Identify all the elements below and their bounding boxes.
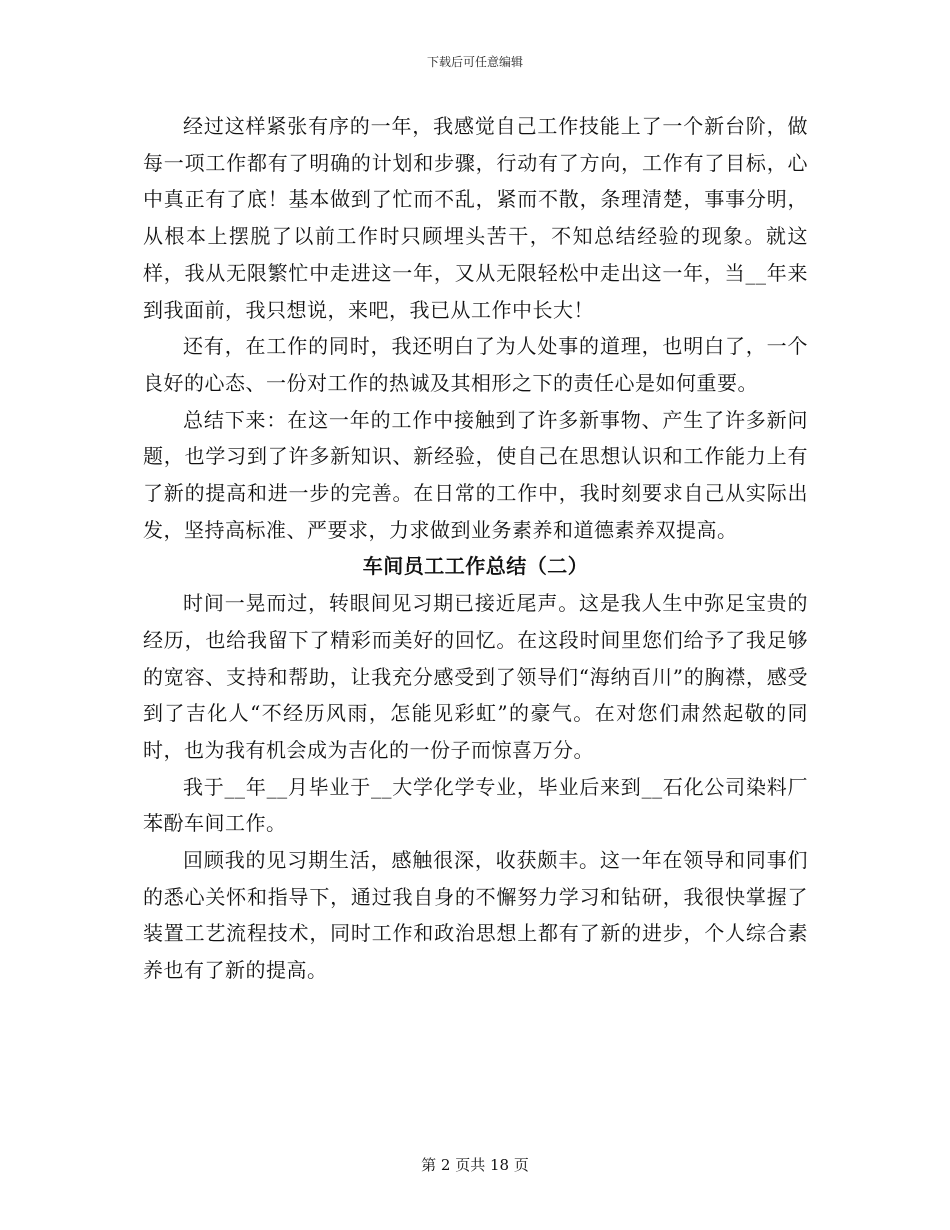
paragraph: 经过这样紧张有序的一年，我感觉自己工作技能上了一个新台阶，做每一项工作都有了明确的计划和步骤，行动有了方向，工作有了目标，心中真正有了底！基本做到了忙而不乱，紧而不散，条理清楚，事事分明，从根本上摆脱了以前工作时只顾埋头苦干，不知总结经验的现象。就这样，我从无限繁忙中走进这一年，又从无限轻松中走出这一年，当__年来到我面前，我只想说，来吧，我已从工作中长大！ [143, 114, 808, 322]
paragraph: 还有，在工作的同时，我还明白了为人处事的道理，也明白了，一个良好的心态、一份对工作的热诚及其相形之下的责任心是如何重要。 [143, 334, 808, 395]
document-body [143, 108, 808, 989]
page-header: 下载后可任意编辑 [426, 55, 523, 69]
paragraph: 我于__年__月毕业于__大学化学专业，毕业后来到__石化公司染料厂苯酚车间工作。 [143, 774, 808, 836]
paragraph: 总结下来：在这一年的工作中接触到了许多新事物、产生了许多新问题，也学习到了许多新知识、新经验，使自己在思想认识和工作能力上有了新的提高和进一步的完善。在日常的工作中，我时刻要求自己从实际出发，坚持高标准、严要求，力求做到业务素养和道德素养双提高。 [143, 407, 808, 542]
section-title: 车间员工工作总结（二） [362, 554, 589, 579]
paragraph: 时间一晃而过，转眼间见习期已接近尾声。这是我人生中弥足宝贵的经历，也给我留下了精彩而美好的回忆。在这段时间里您们给予了我足够的宽容、支持和帮助，让我充分感受到了领导们“海纳百川”的胸襟，感受到了吉化人“不经历风雨，怎能见彩虹”的豪气。在对您们肃然起敬的同时，也为我有机会成为吉化的一份子而惊喜万分。 [143, 591, 808, 762]
paragraph: 回顾我的见习期生活，感触很深，收获颇丰。这一年在领导和同事们的悉心关怀和指导下，通过我自身的不懈努力学习和钻研，我很快掌握了装置工艺流程技术，同时工作和政治思想上都有了新的进步，个人综合素养也有了新的提高。 [143, 848, 808, 983]
page-footer: 第 2 页共 18 页 [421, 1156, 529, 1174]
